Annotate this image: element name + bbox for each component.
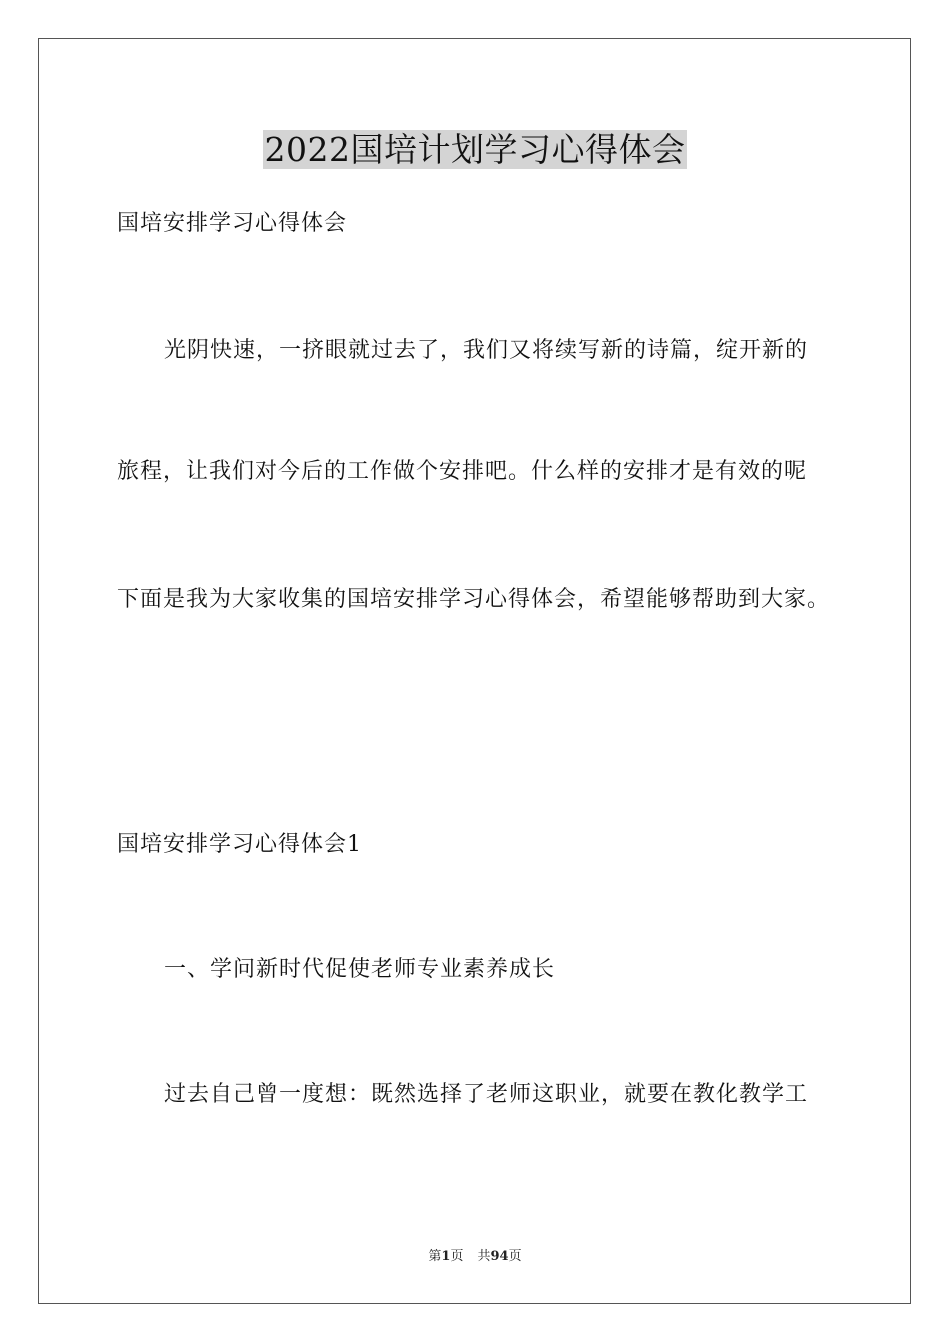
footer-page-suffix: 页 (450, 1249, 464, 1264)
document-title-text: 2022国培计划学习心得体会 (264, 130, 686, 169)
footer-page-number: 1 (441, 1249, 451, 1264)
section-heading: 国培安排学习心得体会1 (117, 832, 362, 857)
footer-page-prefix: 第 (428, 1249, 442, 1264)
page-footer (0, 1248, 950, 1266)
paragraph-line-2: 旅程，让我们对今后的工作做个安排吧。什么样的安排才是有效的呢 (117, 459, 808, 484)
subsection-heading: 一、学问新时代促使老师专业素养成长 (164, 957, 556, 982)
footer-total-pages: 94 (490, 1249, 509, 1264)
document-subtitle: 国培安排学习心得体会 (117, 211, 348, 236)
footer-total-prefix: 共 (477, 1249, 491, 1264)
body-line: 过去自己曾一度想：既然选择了老师这职业，就要在教化教学工 (164, 1082, 809, 1107)
footer-total-suffix: 页 (508, 1249, 522, 1264)
document-title (0, 128, 950, 172)
paragraph-line-1: 光阴快速，一挤眼就过去了，我们又将续写新的诗篇，绽开新的 (164, 338, 809, 363)
paragraph-line-3: 下面是我为大家收集的国培安排学习心得体会，希望能够帮助到大家。 (117, 587, 831, 612)
